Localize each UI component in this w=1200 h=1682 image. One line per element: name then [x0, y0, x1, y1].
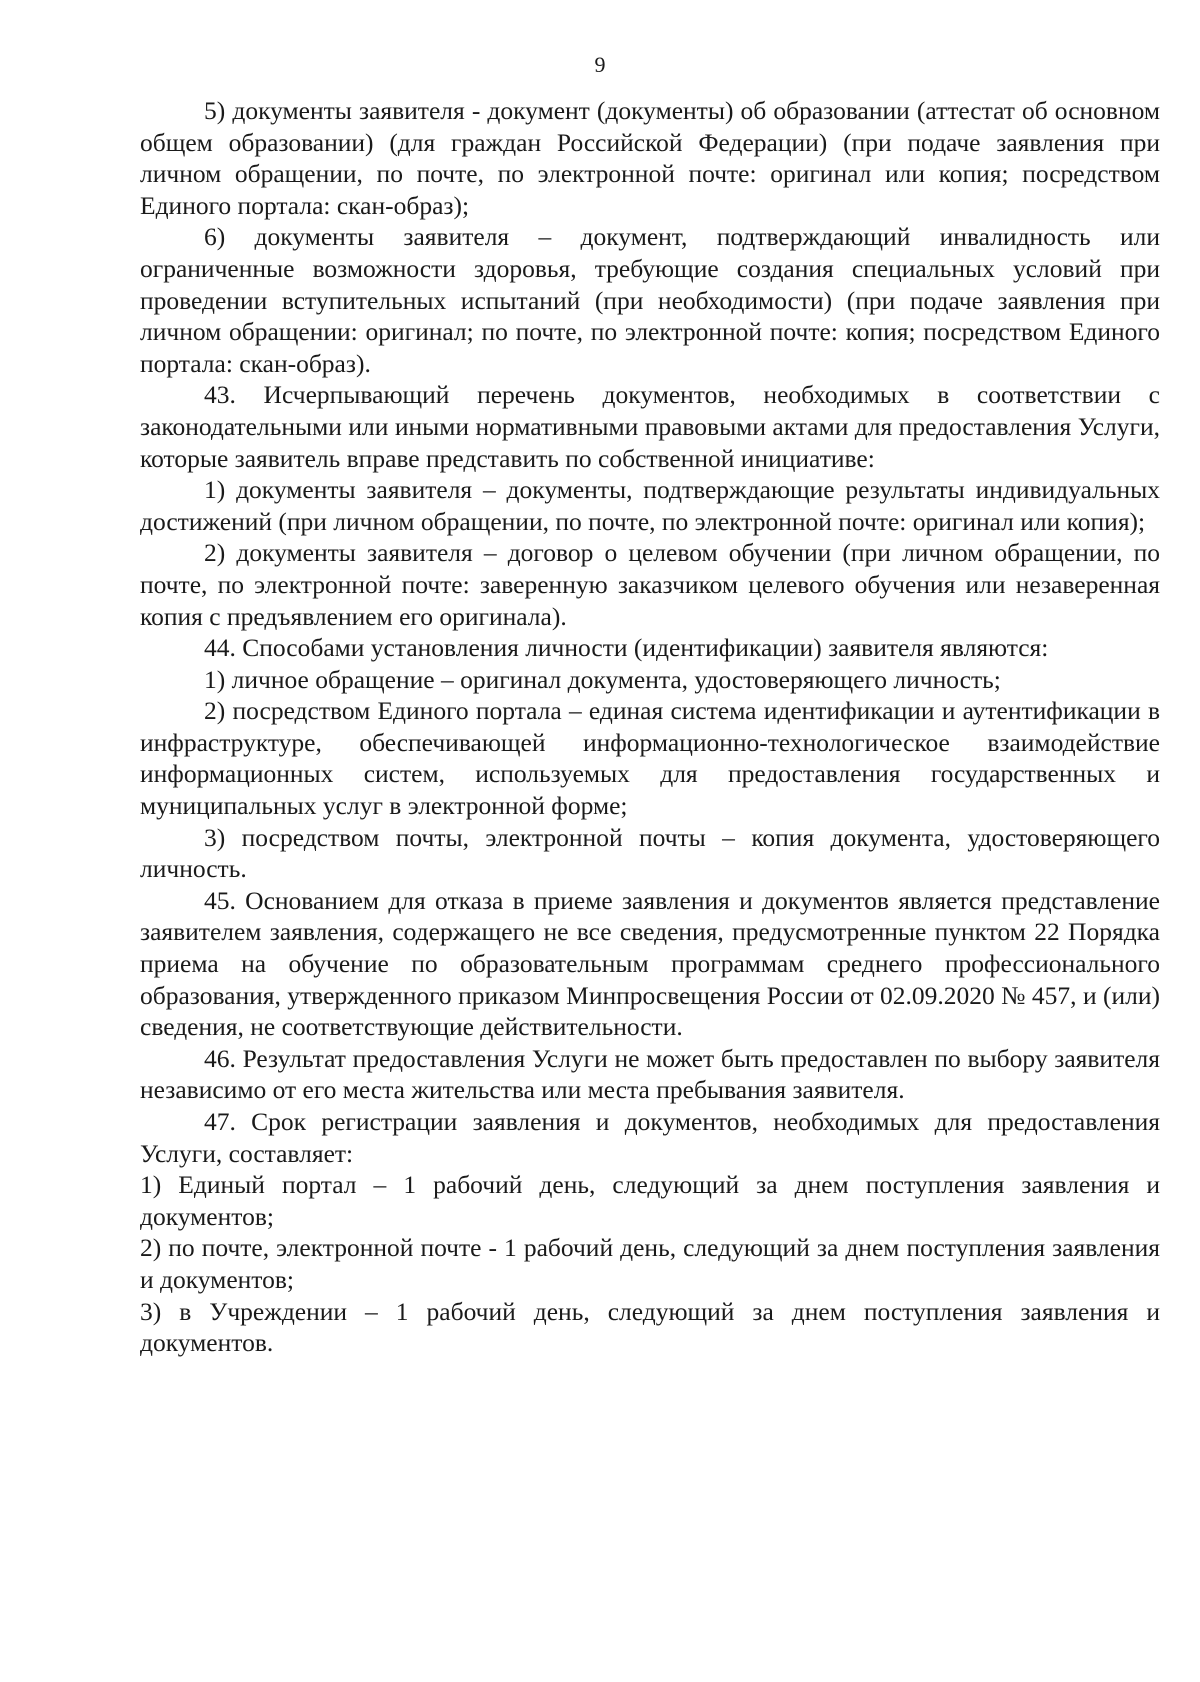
paragraph: 44. Способами установления личности (идентификации) заявителя являются: [204, 633, 1049, 663]
paragraph: 43. Исчерпывающий перечень документов, необходимых в соответствии с законодательными или иными нормативными правовыми актами для предоставления Услуги, которые заявитель вправе представить по собственной инициативе: [140, 380, 1160, 473]
paragraph: 45. Основанием для отказа в приеме заявления и документов является представление заявителем заявления, содержащего не все сведения, предусмотренные пунктом 22 Порядка приема на обучение по образовательным программам среднего профессионального образования, утвержденного приказом Минпросвещения России от 02.09.2020 № 457, и (или) сведения, не соответствующие действительности. [140, 885, 1160, 1042]
paragraph: 47. Срок регистрации заявления и документов, необходимых для предоставления Услуги, составляет: [140, 1107, 1160, 1168]
paragraph: 2) посредством Единого портала – единая система идентификации и аутентификации в инфраструктуре, обеспечивающей информационно-технологическое взаимодействие информационных систем, используемых для предоставления государственных и муниципальных услуг в электронной форме; [140, 696, 1160, 821]
document-body [140, 95, 1160, 1359]
paragraph: 46. Результат предоставления Услуги не может быть предоставлен по выбору заявителя независимо от его места жительства или места пребывания заявителя. [140, 1043, 1160, 1105]
paragraph: 5) документы заявителя - документ (документы) об образовании (аттестат об основном общем образовании) (для граждан Российской Федерации) (при подаче заявления при личном обращении, по почте, по электронной почте: оригинал или копия; посредством Единого портала: скан-образ); [140, 96, 1160, 220]
paragraph: 1) документы заявителя – документы, подтверждающие результаты индивидуальных достижений (при личном обращении, по почте, по электронной почте: оригинал или копия); [140, 475, 1160, 536]
paragraph: 1) Единый портал – 1 рабочий день, следующий за днем поступления заявления и документов; [140, 1170, 1160, 1231]
paragraph: 1) личное обращение – оригинал документа, удостоверяющего личность; [204, 664, 1001, 694]
paragraph: 2) по почте, электронной почте - 1 рабочий день, следующий за днем поступления заявления и документов; [140, 1233, 1160, 1294]
paragraph: 3) в Учреждении – 1 рабочий день, следующий за днем поступления заявления и документов. [140, 1296, 1160, 1358]
page-number: 9 [594, 52, 606, 77]
paragraph: 3) посредством почты, электронной почты – копия документа, удостоверяющего личность. [140, 822, 1160, 884]
paragraph: 2) документы заявителя – договор о целевом обучении (при личном обращении, по почте, по электронной почте: заверенную заказчиком целевого обучения или незаверенная копия с предъявлением его оригинала). [140, 538, 1160, 631]
paragraph: 6) документы заявителя – документ, подтверждающий инвалидность или ограниченные возможности здоровья, требующие создания специальных условий при проведении вступительных испытаний (при необходимости) (при подаче заявления при личном обращении: оригинал; по почте, по электронной почте: копия; посредством Единого портала: скан-образ). [140, 222, 1160, 378]
